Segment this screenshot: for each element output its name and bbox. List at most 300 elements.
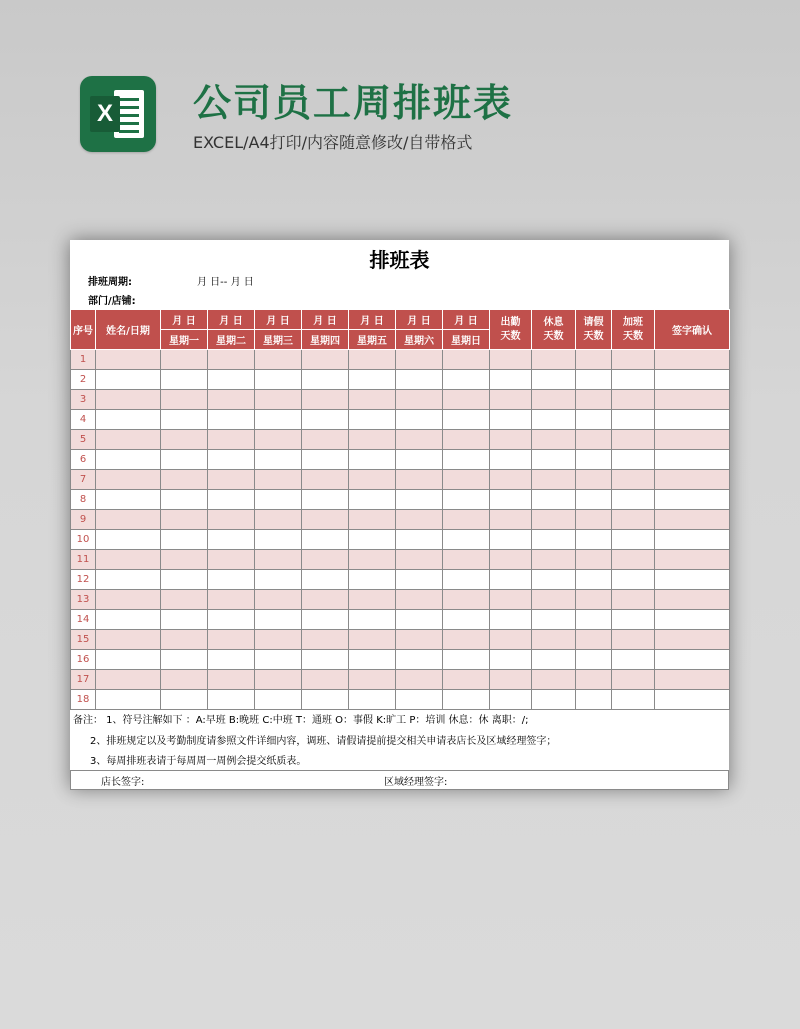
- schedule-cell[interactable]: [96, 370, 161, 390]
- excel-logo-letter: X: [90, 96, 120, 132]
- schedule-cell[interactable]: [443, 590, 490, 610]
- schedule-cell[interactable]: [612, 610, 655, 630]
- schedule-cell[interactable]: [443, 430, 490, 450]
- schedule-cell[interactable]: [302, 590, 349, 610]
- schedule-cell[interactable]: [612, 590, 655, 610]
- schedule-cell[interactable]: [490, 650, 532, 670]
- schedule-cell[interactable]: [302, 370, 349, 390]
- schedule-cell[interactable]: [96, 650, 161, 670]
- schedule-cell[interactable]: [96, 630, 161, 650]
- schedule-cell[interactable]: [208, 470, 255, 490]
- schedule-cell[interactable]: [532, 450, 576, 470]
- schedule-cell[interactable]: [532, 670, 576, 690]
- schedule-cell[interactable]: [302, 390, 349, 410]
- row-index: 1: [71, 350, 96, 370]
- schedule-cell[interactable]: [349, 610, 396, 630]
- col-month-day: 月 日: [255, 310, 302, 330]
- row-index: 18: [71, 690, 96, 710]
- schedule-cell[interactable]: [396, 650, 443, 670]
- period-value: 月 日-- 月 日: [197, 277, 254, 288]
- schedule-cell[interactable]: [396, 670, 443, 690]
- schedule-cell[interactable]: [576, 370, 612, 390]
- col-signature: 签字确认: [655, 310, 730, 350]
- schedule-cell[interactable]: [349, 430, 396, 450]
- schedule-cell[interactable]: [655, 630, 730, 650]
- schedule-cell[interactable]: [255, 510, 302, 530]
- schedule-cell[interactable]: [349, 510, 396, 530]
- schedule-cell[interactable]: [161, 490, 208, 510]
- col-leave-days: 请假 天数: [576, 310, 612, 350]
- schedule-cell[interactable]: [576, 570, 612, 590]
- schedule-cell[interactable]: [96, 390, 161, 410]
- schedule-cell[interactable]: [396, 510, 443, 530]
- table-row: [71, 410, 730, 430]
- note-line-1: 备注： 1、符号注解如下 ：A:早班 B:晚班 C:中班 T：通班 O：事假 K:旷工 P：培训 休息：休 离职：/;: [73, 715, 529, 726]
- table-row: [71, 530, 730, 550]
- schedule-cell[interactable]: [208, 650, 255, 670]
- schedule-cell[interactable]: [612, 370, 655, 390]
- col-attend-days: 出勤 天数: [490, 310, 532, 350]
- schedule-cell[interactable]: [302, 610, 349, 630]
- period-label: 排班周期:: [88, 277, 132, 288]
- schedule-cell[interactable]: [208, 670, 255, 690]
- schedule-cell[interactable]: [96, 570, 161, 590]
- schedule-cell[interactable]: [532, 410, 576, 430]
- schedule-cell[interactable]: [612, 390, 655, 410]
- schedule-cell[interactable]: [443, 410, 490, 430]
- col-month-day: 月 日: [302, 310, 349, 330]
- schedule-cell[interactable]: [349, 370, 396, 390]
- schedule-cell[interactable]: [302, 490, 349, 510]
- schedule-cell[interactable]: [349, 470, 396, 490]
- schedule-cell[interactable]: [302, 470, 349, 490]
- schedule-cell[interactable]: [208, 350, 255, 370]
- schedule-cell[interactable]: [490, 590, 532, 610]
- schedule-cell[interactable]: [532, 630, 576, 650]
- manager-sign-label: 店长签字:: [101, 777, 145, 788]
- table-row: [71, 470, 730, 490]
- schedule-cell[interactable]: [349, 350, 396, 370]
- schedule-cell[interactable]: [655, 670, 730, 690]
- schedule-cell[interactable]: [443, 470, 490, 490]
- row-index: 15: [71, 630, 96, 650]
- schedule-cell[interactable]: [396, 410, 443, 430]
- schedule-cell[interactable]: [96, 510, 161, 530]
- schedule-cell[interactable]: [302, 410, 349, 430]
- col-monday: 星期一: [161, 330, 208, 350]
- row-index: 7: [71, 470, 96, 490]
- schedule-table: [70, 309, 730, 710]
- schedule-cell[interactable]: [490, 450, 532, 470]
- schedule-cell[interactable]: [96, 450, 161, 470]
- col-name-date: 姓名/日期: [96, 310, 161, 350]
- schedule-cell[interactable]: [255, 530, 302, 550]
- page-title: 公司员工周排班表: [193, 81, 514, 125]
- schedule-cell[interactable]: [302, 650, 349, 670]
- schedule-cell[interactable]: [161, 690, 208, 710]
- schedule-cell[interactable]: [208, 610, 255, 630]
- schedule-cell[interactable]: [612, 470, 655, 490]
- schedule-cell[interactable]: [490, 470, 532, 490]
- schedule-cell[interactable]: [612, 450, 655, 470]
- schedule-cell[interactable]: [532, 690, 576, 710]
- schedule-cell[interactable]: [96, 470, 161, 490]
- schedule-cell[interactable]: [208, 410, 255, 430]
- schedule-cell[interactable]: [612, 410, 655, 430]
- schedule-cell[interactable]: [96, 590, 161, 610]
- col-overtime-days: 加班 天数: [612, 310, 655, 350]
- schedule-cell[interactable]: [396, 390, 443, 410]
- schedule-cell[interactable]: [255, 430, 302, 450]
- schedule-cell[interactable]: [255, 470, 302, 490]
- schedule-cell[interactable]: [161, 390, 208, 410]
- schedule-cell[interactable]: [490, 390, 532, 410]
- schedule-cell[interactable]: [208, 510, 255, 530]
- schedule-cell[interactable]: [208, 430, 255, 450]
- schedule-cell[interactable]: [161, 530, 208, 550]
- schedule-cell[interactable]: [576, 410, 612, 430]
- schedule-cell[interactable]: [208, 690, 255, 710]
- schedule-cell[interactable]: [255, 390, 302, 410]
- schedule-cell[interactable]: [208, 490, 255, 510]
- schedule-cell[interactable]: [576, 390, 612, 410]
- schedule-cell[interactable]: [443, 390, 490, 410]
- schedule-cell[interactable]: [490, 690, 532, 710]
- schedule-cell[interactable]: [349, 630, 396, 650]
- schedule-cell[interactable]: [161, 590, 208, 610]
- schedule-cell[interactable]: [255, 570, 302, 590]
- schedule-cell[interactable]: [96, 490, 161, 510]
- schedule-cell[interactable]: [576, 470, 612, 490]
- schedule-cell[interactable]: [490, 610, 532, 630]
- schedule-cell[interactable]: [161, 610, 208, 630]
- schedule-cell[interactable]: [655, 410, 730, 430]
- schedule-cell[interactable]: [302, 350, 349, 370]
- schedule-cell[interactable]: [302, 690, 349, 710]
- row-index: 12: [71, 570, 96, 590]
- schedule-cell[interactable]: [302, 630, 349, 650]
- schedule-cell[interactable]: [161, 470, 208, 490]
- schedule-cell[interactable]: [655, 430, 730, 450]
- page-subtitle: EXCEL/A4打印/内容随意修改/自带格式: [193, 133, 473, 152]
- schedule-cell[interactable]: [532, 550, 576, 570]
- schedule-cell[interactable]: [655, 450, 730, 470]
- schedule-cell[interactable]: [255, 630, 302, 650]
- schedule-cell[interactable]: [349, 650, 396, 670]
- schedule-cell[interactable]: [576, 690, 612, 710]
- schedule-cell[interactable]: [490, 570, 532, 590]
- table-row: [71, 450, 730, 470]
- schedule-cell[interactable]: [396, 370, 443, 390]
- schedule-cell[interactable]: [396, 570, 443, 590]
- table-row: [71, 390, 730, 410]
- schedule-cell[interactable]: [349, 390, 396, 410]
- schedule-cell[interactable]: [443, 490, 490, 510]
- signature-row: [70, 770, 729, 790]
- schedule-cell[interactable]: [490, 510, 532, 530]
- schedule-cell[interactable]: [612, 490, 655, 510]
- schedule-cell[interactable]: [443, 650, 490, 670]
- schedule-cell[interactable]: [302, 570, 349, 590]
- schedule-cell[interactable]: [655, 350, 730, 370]
- schedule-cell[interactable]: [655, 470, 730, 490]
- col-month-day: 月 日: [208, 310, 255, 330]
- schedule-cell[interactable]: [349, 490, 396, 510]
- schedule-cell[interactable]: [612, 430, 655, 450]
- schedule-cell[interactable]: [655, 550, 730, 570]
- schedule-cell[interactable]: [612, 690, 655, 710]
- note-line-3: 3、每周排班表请于每周周一周例会提交纸质表。: [90, 756, 307, 767]
- schedule-cell[interactable]: [655, 510, 730, 530]
- col-saturday: 星期六: [396, 330, 443, 350]
- schedule-cell[interactable]: [396, 550, 443, 570]
- schedule-cell[interactable]: [396, 530, 443, 550]
- table-header: [71, 310, 730, 350]
- schedule-cell[interactable]: [255, 370, 302, 390]
- schedule-cell[interactable]: [443, 670, 490, 690]
- schedule-cell[interactable]: [490, 370, 532, 390]
- schedule-cell[interactable]: [443, 690, 490, 710]
- schedule-cell[interactable]: [96, 690, 161, 710]
- schedule-cell[interactable]: [490, 630, 532, 650]
- table-row: [71, 630, 730, 650]
- schedule-cell[interactable]: [443, 550, 490, 570]
- schedule-cell[interactable]: [443, 450, 490, 470]
- schedule-cell[interactable]: [655, 610, 730, 630]
- row-index: 17: [71, 670, 96, 690]
- schedule-cell[interactable]: [255, 490, 302, 510]
- schedule-cell[interactable]: [208, 450, 255, 470]
- schedule-cell[interactable]: [576, 610, 612, 630]
- schedule-cell[interactable]: [443, 370, 490, 390]
- table-row: [71, 430, 730, 450]
- note-line-2: 2、排班规定以及考勤制度请参照文件详细内容，调班、请假请提前提交相关申请表店长及区域经理签字；: [90, 736, 557, 747]
- col-month-day: 月 日: [396, 310, 443, 330]
- schedule-cell[interactable]: [349, 570, 396, 590]
- schedule-cell[interactable]: [532, 570, 576, 590]
- schedule-cell[interactable]: [208, 630, 255, 650]
- schedule-cell[interactable]: [490, 530, 532, 550]
- schedule-cell[interactable]: [208, 530, 255, 550]
- schedule-cell[interactable]: [655, 390, 730, 410]
- schedule-cell[interactable]: [532, 530, 576, 550]
- schedule-cell[interactable]: [396, 450, 443, 470]
- schedule-cell[interactable]: [349, 590, 396, 610]
- schedule-cell[interactable]: [302, 430, 349, 450]
- schedule-cell[interactable]: [208, 550, 255, 570]
- schedule-cell[interactable]: [532, 370, 576, 390]
- schedule-cell[interactable]: [490, 410, 532, 430]
- schedule-cell[interactable]: [532, 470, 576, 490]
- schedule-cell[interactable]: [96, 430, 161, 450]
- schedule-cell[interactable]: [208, 390, 255, 410]
- schedule-cell[interactable]: [349, 530, 396, 550]
- schedule-cell[interactable]: [612, 670, 655, 690]
- schedule-cell[interactable]: [612, 350, 655, 370]
- sheet-title: 排班表: [369, 248, 430, 272]
- col-month-day: 月 日: [349, 310, 396, 330]
- schedule-cell[interactable]: [655, 590, 730, 610]
- row-index: 9: [71, 510, 96, 530]
- schedule-cell[interactable]: [255, 670, 302, 690]
- row-index: 5: [71, 430, 96, 450]
- schedule-cell[interactable]: [255, 690, 302, 710]
- schedule-cell[interactable]: [161, 450, 208, 470]
- schedule-cell[interactable]: [396, 590, 443, 610]
- table-row: [71, 570, 730, 590]
- row-index: 16: [71, 650, 96, 670]
- schedule-cell[interactable]: [576, 650, 612, 670]
- schedule-cell[interactable]: [532, 590, 576, 610]
- schedule-cell[interactable]: [612, 650, 655, 670]
- schedule-cell[interactable]: [349, 690, 396, 710]
- schedule-cell[interactable]: [655, 530, 730, 550]
- excel-logo-icon: [80, 76, 156, 152]
- schedule-cell[interactable]: [532, 490, 576, 510]
- schedule-cell[interactable]: [208, 590, 255, 610]
- schedule-cell[interactable]: [576, 670, 612, 690]
- schedule-cell[interactable]: [490, 350, 532, 370]
- schedule-cell[interactable]: [576, 530, 612, 550]
- table-row: [71, 670, 730, 690]
- schedule-cell[interactable]: [302, 670, 349, 690]
- schedule-cell[interactable]: [396, 690, 443, 710]
- schedule-cell[interactable]: [532, 510, 576, 530]
- schedule-cell[interactable]: [576, 430, 612, 450]
- schedule-cell[interactable]: [96, 530, 161, 550]
- schedule-cell[interactable]: [302, 510, 349, 530]
- schedule-cell[interactable]: [302, 550, 349, 570]
- schedule-cell[interactable]: [576, 590, 612, 610]
- schedule-cell[interactable]: [208, 570, 255, 590]
- schedule-cell[interactable]: [612, 570, 655, 590]
- schedule-cell[interactable]: [396, 610, 443, 630]
- region-sign-label: 区域经理签字:: [384, 777, 448, 788]
- row-index: 6: [71, 450, 96, 470]
- schedule-cell[interactable]: [655, 570, 730, 590]
- schedule-cell[interactable]: [255, 550, 302, 570]
- col-seq: 序号: [71, 310, 96, 350]
- schedule-cell[interactable]: [576, 550, 612, 570]
- schedule-cell[interactable]: [443, 530, 490, 550]
- schedule-cell[interactable]: [349, 410, 396, 430]
- schedule-cell[interactable]: [161, 670, 208, 690]
- schedule-cell[interactable]: [576, 490, 612, 510]
- schedule-cell[interactable]: [655, 650, 730, 670]
- table-body: [71, 350, 730, 710]
- schedule-cell[interactable]: [490, 550, 532, 570]
- schedule-cell[interactable]: [443, 570, 490, 590]
- schedule-cell[interactable]: [396, 430, 443, 450]
- schedule-cell[interactable]: [576, 350, 612, 370]
- schedule-cell[interactable]: [161, 410, 208, 430]
- row-index: 11: [71, 550, 96, 570]
- schedule-cell[interactable]: [443, 610, 490, 630]
- schedule-cell[interactable]: [443, 510, 490, 530]
- schedule-cell[interactable]: [96, 670, 161, 690]
- schedule-cell[interactable]: [655, 370, 730, 390]
- schedule-cell[interactable]: [255, 410, 302, 430]
- schedule-cell[interactable]: [255, 350, 302, 370]
- schedule-cell[interactable]: [302, 450, 349, 470]
- row-index: 8: [71, 490, 96, 510]
- schedule-cell[interactable]: [612, 630, 655, 650]
- table-row: [71, 610, 730, 630]
- schedule-cell[interactable]: [349, 550, 396, 570]
- schedule-cell[interactable]: [255, 650, 302, 670]
- col-thursday: 星期四: [302, 330, 349, 350]
- col-friday: 星期五: [349, 330, 396, 350]
- schedule-cell[interactable]: [490, 670, 532, 690]
- col-tuesday: 星期二: [208, 330, 255, 350]
- schedule-cell[interactable]: [396, 470, 443, 490]
- table-row: [71, 690, 730, 710]
- schedule-cell[interactable]: [302, 530, 349, 550]
- schedule-cell[interactable]: [96, 410, 161, 430]
- schedule-cell[interactable]: [96, 550, 161, 570]
- schedule-cell[interactable]: [161, 350, 208, 370]
- table-row: [71, 370, 730, 390]
- schedule-cell[interactable]: [490, 490, 532, 510]
- schedule-cell[interactable]: [532, 430, 576, 450]
- schedule-cell[interactable]: [161, 370, 208, 390]
- schedule-cell[interactable]: [612, 510, 655, 530]
- schedule-cell[interactable]: [208, 370, 255, 390]
- schedule-cell[interactable]: [576, 510, 612, 530]
- schedule-cell[interactable]: [612, 530, 655, 550]
- schedule-cell[interactable]: [255, 450, 302, 470]
- row-index: 4: [71, 410, 96, 430]
- schedule-cell[interactable]: [655, 490, 730, 510]
- table-row: [71, 590, 730, 610]
- schedule-cell[interactable]: [96, 350, 161, 370]
- schedule-cell[interactable]: [96, 610, 161, 630]
- schedule-cell[interactable]: [161, 570, 208, 590]
- schedule-cell[interactable]: [576, 450, 612, 470]
- table-row: [71, 350, 730, 370]
- schedule-cell[interactable]: [396, 630, 443, 650]
- schedule-cell[interactable]: [532, 610, 576, 630]
- schedule-cell[interactable]: [443, 350, 490, 370]
- schedule-cell[interactable]: [349, 450, 396, 470]
- schedule-cell[interactable]: [655, 690, 730, 710]
- schedule-cell[interactable]: [490, 430, 532, 450]
- schedule-cell[interactable]: [161, 430, 208, 450]
- table-row: [71, 490, 730, 510]
- schedule-cell[interactable]: [576, 630, 612, 650]
- schedule-cell[interactable]: [349, 670, 396, 690]
- row-index: 3: [71, 390, 96, 410]
- schedule-cell[interactable]: [532, 350, 576, 370]
- schedule-cell[interactable]: [161, 550, 208, 570]
- schedule-cell[interactable]: [161, 630, 208, 650]
- row-index: 13: [71, 590, 96, 610]
- schedule-cell[interactable]: [443, 630, 490, 650]
- table-row: [71, 550, 730, 570]
- schedule-cell[interactable]: [532, 390, 576, 410]
- row-index: 2: [71, 370, 96, 390]
- schedule-cell[interactable]: [532, 650, 576, 670]
- schedule-cell[interactable]: [255, 610, 302, 630]
- page-header: [80, 72, 780, 162]
- schedule-cell[interactable]: [255, 590, 302, 610]
- schedule-cell[interactable]: [612, 550, 655, 570]
- dept-label: 部门/店铺:: [88, 296, 136, 307]
- schedule-cell[interactable]: [396, 350, 443, 370]
- schedule-cell[interactable]: [161, 510, 208, 530]
- schedule-cell[interactable]: [161, 650, 208, 670]
- schedule-cell[interactable]: [396, 490, 443, 510]
